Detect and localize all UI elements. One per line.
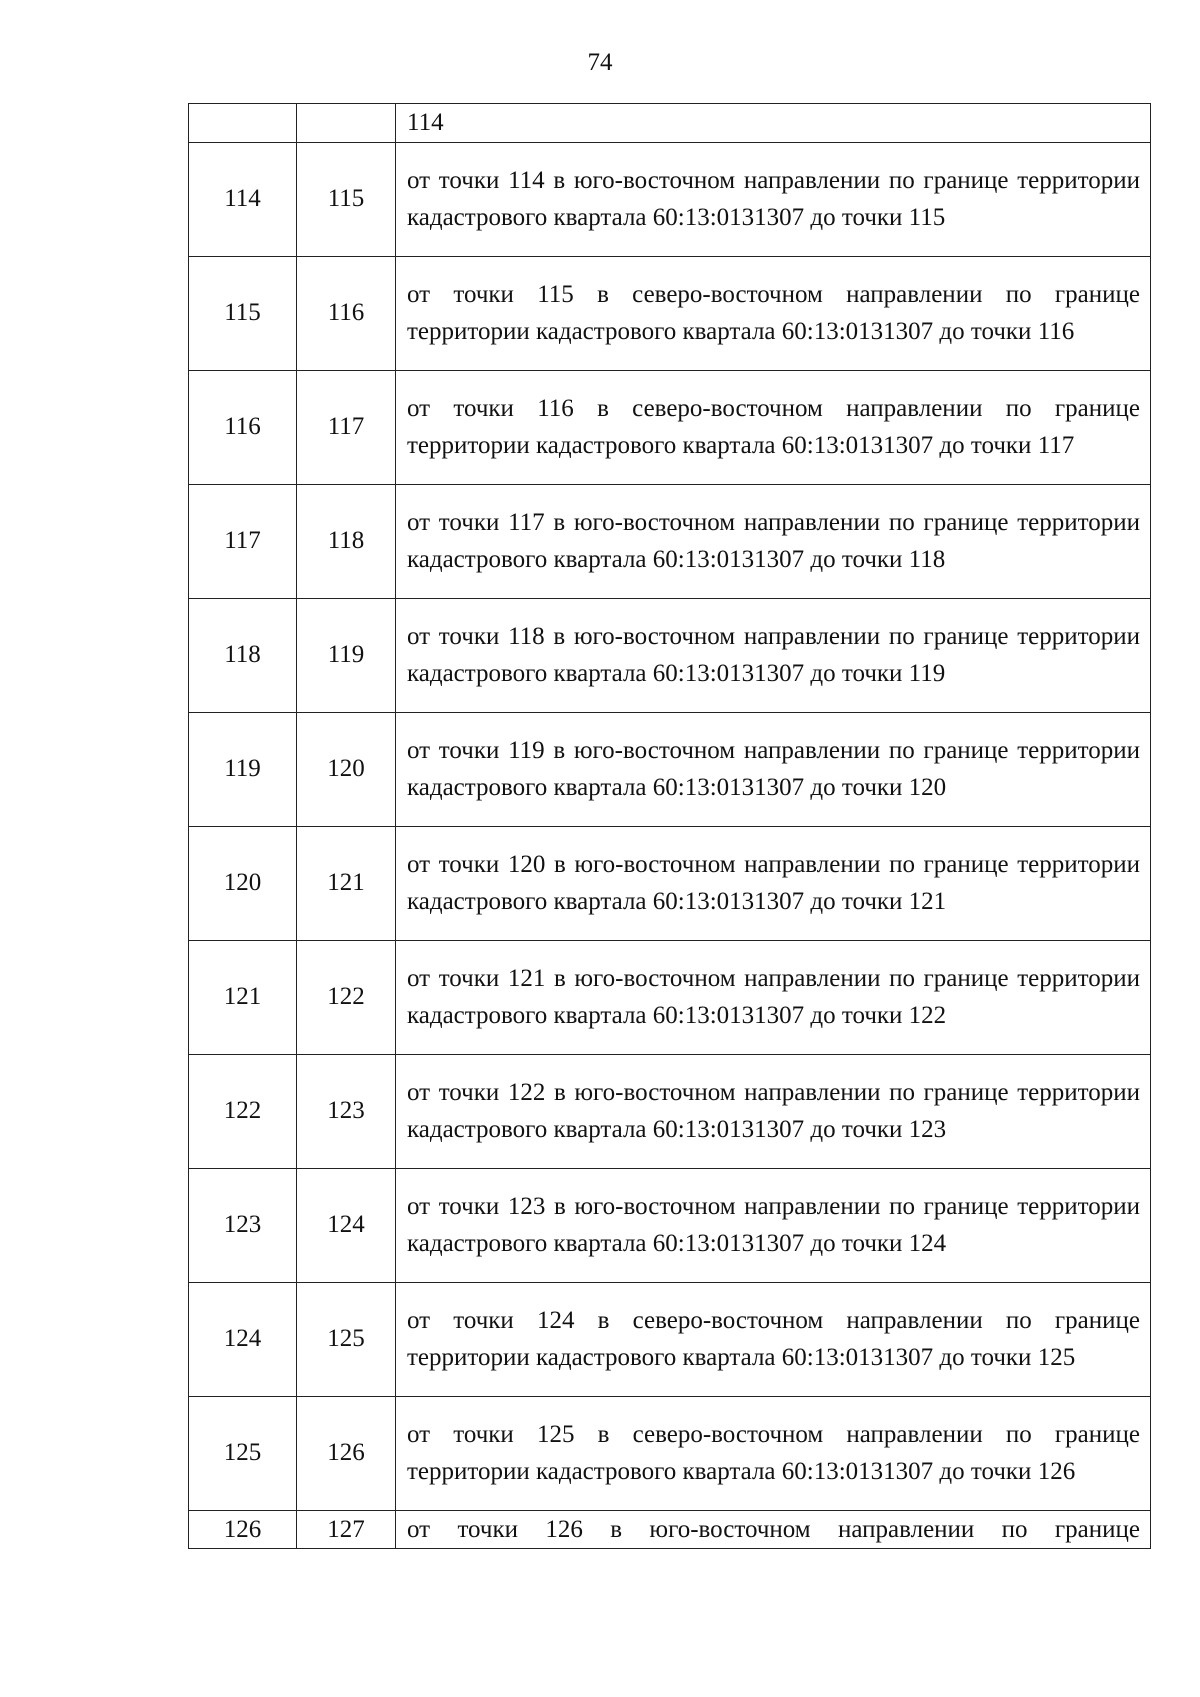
- description-cell: от точки 119 в юго-восточном направлении по границе территории кадастрового квартала 60:13:0131307 до точки 120: [396, 712, 1151, 826]
- to-point-cell: 125: [297, 1282, 396, 1396]
- to-point-cell: 117: [297, 370, 396, 484]
- description-cell: от точки 123 в юго-восточном направлении по границе территории кадастрового квартала 60:13:0131307 до точки 124: [396, 1168, 1151, 1282]
- table-row: [189, 940, 1151, 1054]
- to-point-cell: 120: [297, 712, 396, 826]
- from-point-cell: 119: [189, 712, 297, 826]
- description-cell: от точки 125 в северо-восточном направлении по границе территории кадастрового квартала 60:13:0131307 до точки 126: [396, 1396, 1151, 1510]
- table-row: [189, 256, 1151, 370]
- page-number: 74: [587, 49, 613, 76]
- boundary-table: [188, 103, 1151, 1549]
- description-cell: от точки 114 в юго-восточном направлении по границе территории кадастрового квартала 60:13:0131307 до точки 115: [396, 142, 1151, 256]
- from-point-cell: 120: [189, 826, 297, 940]
- from-point-cell: 116: [189, 370, 297, 484]
- from-point-cell: 125: [189, 1396, 297, 1510]
- table-row: [189, 712, 1151, 826]
- to-point-cell: 119: [297, 598, 396, 712]
- to-point-cell: 118: [297, 484, 396, 598]
- from-point-cell: 123: [189, 1168, 297, 1282]
- to-point-cell: 116: [297, 256, 396, 370]
- table-row: [189, 826, 1151, 940]
- from-point-cell: 114: [189, 142, 297, 256]
- table-row: [189, 1168, 1151, 1282]
- table-row: [189, 484, 1151, 598]
- description-cell: от точки 121 в юго-восточном направлении по границе территории кадастрового квартала 60:13:0131307 до точки 122: [396, 940, 1151, 1054]
- table-row: [189, 1282, 1151, 1396]
- description-cell: от точки 120 в юго-восточном направлении по границе территории кадастрового квартала 60:13:0131307 до точки 121: [396, 826, 1151, 940]
- to-point-cell: 123: [297, 1054, 396, 1168]
- table-row: [189, 142, 1151, 256]
- from-point-cell: [189, 104, 297, 143]
- to-point-cell: [297, 104, 396, 143]
- from-point-cell: 115: [189, 256, 297, 370]
- description-cell: от точки 126 в юго-восточном направлении по границе: [396, 1510, 1151, 1549]
- to-point-cell: 127: [297, 1510, 396, 1549]
- description-cell: от точки 118 в юго-восточном направлении по границе территории кадастрового квартала 60:13:0131307 до точки 119: [396, 598, 1151, 712]
- description-cell: от точки 124 в северо-восточном направлении по границе территории кадастрового квартала 60:13:0131307 до точки 125: [396, 1282, 1151, 1396]
- description-cell: от точки 117 в юго-восточном направлении по границе территории кадастрового квартала 60:13:0131307 до точки 118: [396, 484, 1151, 598]
- from-point-cell: 124: [189, 1282, 297, 1396]
- from-point-cell: 122: [189, 1054, 297, 1168]
- to-point-cell: 124: [297, 1168, 396, 1282]
- table-row: [189, 598, 1151, 712]
- description-cell: от точки 115 в северо-восточном направлении по границе территории кадастрового квартала 60:13:0131307 до точки 116: [396, 256, 1151, 370]
- from-point-cell: 118: [189, 598, 297, 712]
- table-row: [189, 1510, 1151, 1549]
- table-row: [189, 1396, 1151, 1510]
- table-row: [189, 370, 1151, 484]
- from-point-cell: 126: [189, 1510, 297, 1549]
- from-point-cell: 121: [189, 940, 297, 1054]
- to-point-cell: 121: [297, 826, 396, 940]
- description-cell: от точки 122 в юго-восточном направлении по границе территории кадастрового квартала 60:13:0131307 до точки 123: [396, 1054, 1151, 1168]
- table-row: [189, 104, 1151, 143]
- to-point-cell: 115: [297, 142, 396, 256]
- table-row: [189, 1054, 1151, 1168]
- to-point-cell: 122: [297, 940, 396, 1054]
- to-point-cell: 126: [297, 1396, 396, 1510]
- description-cell: от точки 116 в северо-восточном направлении по границе территории кадастрового квартала 60:13:0131307 до точки 117: [396, 370, 1151, 484]
- description-cell: 114: [396, 104, 1151, 143]
- from-point-cell: 117: [189, 484, 297, 598]
